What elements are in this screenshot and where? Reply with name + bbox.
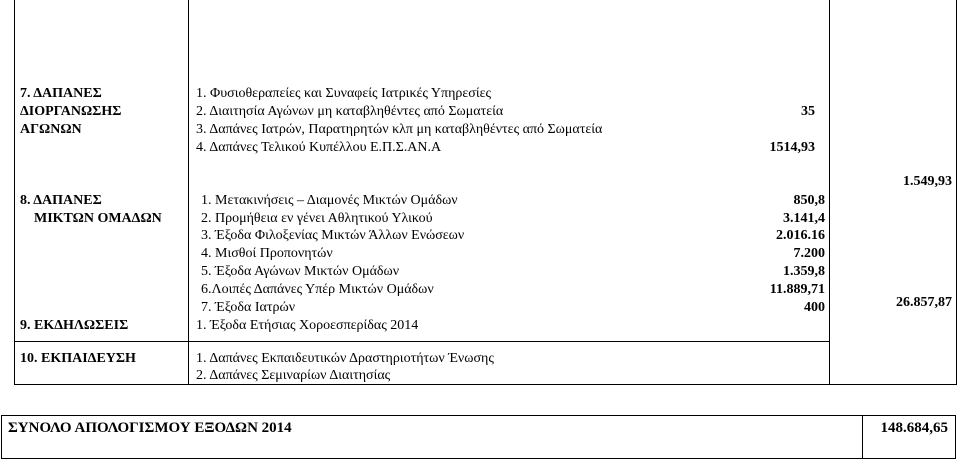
line-item-value: 7.200 bbox=[793, 246, 825, 261]
line-item-label: 4. Δαπάνες Τελικού Κυπέλλου Ε.Π.Σ.ΑΝ.Α bbox=[196, 140, 442, 155]
line-item-label: 6.Λοιπές Δαπάνες Υπέρ Μικτών Ομάδων bbox=[201, 282, 434, 297]
table-border-left bbox=[14, 0, 15, 385]
section-total: 26.857,87 bbox=[896, 295, 952, 310]
line-item-value: 35 bbox=[801, 104, 815, 119]
line-item-label: 1. Δαπάνες Εκπαιδευτικών Δραστηριοτήτων Ένωσης bbox=[196, 351, 494, 366]
line-item-value: 3.141,4 bbox=[783, 211, 825, 226]
line-item-value: 2.016.16 bbox=[776, 228, 825, 243]
line-item-label: 3. Έξοδα Φιλοξενίας Μικτών Άλλων Ενώσεων bbox=[201, 228, 465, 243]
col-divider-2 bbox=[829, 0, 830, 385]
line-item-value: 1514,93 bbox=[769, 140, 815, 155]
section-heading-line: 9. ΕΚΔΗΛΩΣΕΙΣ bbox=[20, 318, 129, 333]
col-divider-1 bbox=[188, 0, 189, 385]
line-item-value: 400 bbox=[804, 300, 825, 315]
table-border-right bbox=[956, 0, 957, 385]
section-heading-line: ΜΙΚΤΩΝ ΟΜΑΔΩΝ bbox=[34, 211, 162, 226]
line-item-label: 1. Φυσιοθεραπείες και Συναφείς Ιατρικές Υπηρεσίες bbox=[196, 86, 492, 101]
line-item-label: 1. Έξοδα Ετήσιας Χοροεσπερίδας 2014 bbox=[196, 318, 419, 333]
section-heading-line: 8. ΔΑΠΑΝΕΣ bbox=[20, 193, 102, 208]
summary-divider bbox=[862, 415, 863, 459]
summary-value: 148.684,65 bbox=[880, 420, 948, 436]
line-item-label: 2. Δαπάνες Σεμιναρίων Διαιτησίας bbox=[196, 368, 391, 383]
section-heading-line: 7. ΔΑΠΑΝΕΣ bbox=[20, 86, 102, 101]
section-heading-line: ΔΙΟΡΓΑΝΩΣΗΣ bbox=[20, 104, 122, 119]
line-item-label: 4. Μισθοί Προπονητών bbox=[201, 246, 333, 261]
section-heading-line: 10. ΕΚΠΑΙΔΕΥΣΗ bbox=[20, 351, 136, 366]
line-item-value: 850,8 bbox=[793, 193, 825, 208]
line-item-label: 5. Έξοδα Αγώνων Μικτών Ομάδων bbox=[201, 264, 400, 279]
line-item-label: 1. Μετακινήσεις – Διαμονές Μικτών Ομάδων bbox=[201, 193, 458, 208]
line-item-label: 7. Έξοδα Ιατρών bbox=[201, 300, 296, 315]
line-item-label: 3. Δαπάνες Ιατρών, Παρατηρητών κλπ μη καταβληθέντες από Σωματεία bbox=[196, 122, 603, 137]
line-item-label: 2. Διαιτησία Αγώνων μη καταβληθέντες από Σωματεία bbox=[196, 104, 504, 119]
summary-label: ΣΥΝΟΛΟ ΑΠΟΛΟΓΙΣΜΟΥ ΕΞΟΔΩΝ 2014 bbox=[8, 420, 292, 436]
section-heading-line: ΑΓΩΝΩΝ bbox=[20, 122, 82, 137]
table-border-bottom bbox=[14, 384, 957, 385]
section-total: 1.549,93 bbox=[903, 174, 952, 189]
row-divider-9 bbox=[14, 341, 830, 342]
line-item-label: 2. Προμήθεια εν γένει Αθλητικού Υλικού bbox=[201, 211, 433, 226]
line-item-value: 1.359,8 bbox=[783, 264, 825, 279]
line-item-value: 11.889,71 bbox=[769, 282, 825, 297]
